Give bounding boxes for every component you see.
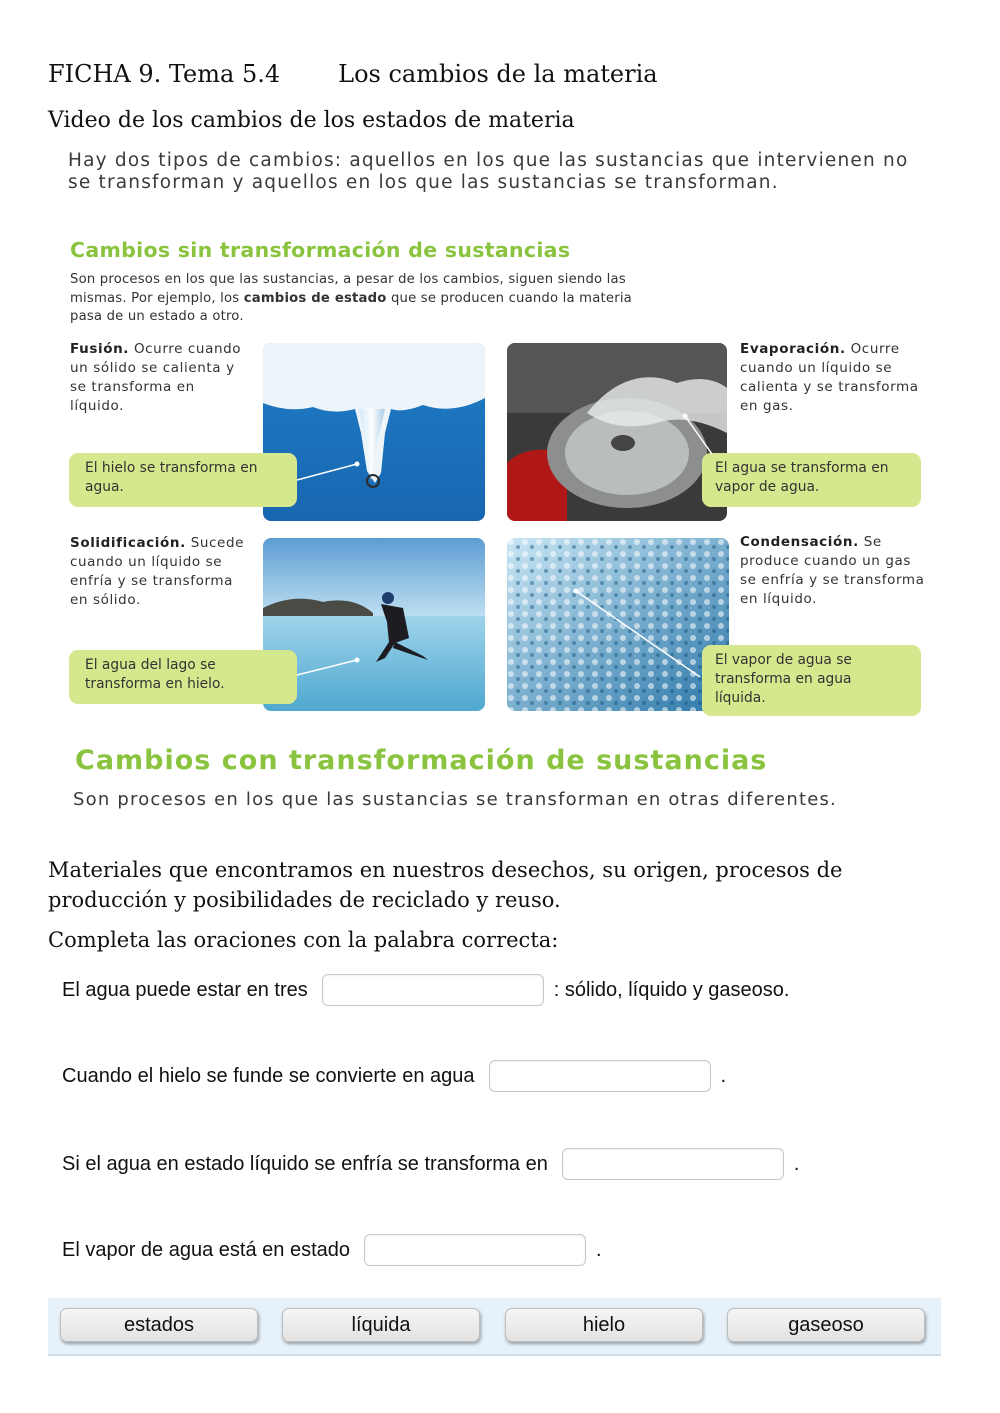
section-desc-sin: Son procesos en los que las sustancias, a pesar de los cambios, siguen siendo las mismas. Por ejemplo, los cambios de estado que se producen cuando la materia pasa de un estado a otro.: [70, 272, 632, 324]
evaporacion-callout: El agua se transforma en vapor de agua.: [702, 453, 921, 507]
solidificacion-desc: Solidificación. Sucede cuando un líquido se enfría y se transforma en sólido.: [70, 535, 245, 608]
page-title: [48, 60, 658, 88]
sentence-3: [62, 1148, 799, 1180]
sentence-2-after: .: [720, 1064, 727, 1087]
sentence-4: [62, 1234, 602, 1266]
blank-2-input[interactable]: [489, 1060, 711, 1092]
sentence-3-before: Si el agua en estado líquido se enfría se transforma en: [62, 1152, 548, 1175]
word-option-liquida[interactable]: líquida: [282, 1308, 480, 1342]
word-option-gaseoso[interactable]: gaseoso: [727, 1308, 925, 1342]
sheet-label: FICHA 9. Tema 5.4: [48, 60, 281, 88]
instruction-text: Completa las oraciones con la palabra correcta:: [48, 928, 559, 952]
word-option-hielo[interactable]: hielo: [505, 1308, 703, 1342]
section-title-con: Cambios con transformación de sustancias: [75, 745, 768, 776]
solidificacion-pointer-line: [295, 655, 365, 680]
sentence-1-before: El agua puede estar en tres: [62, 978, 308, 1001]
intro-text: Hay dos tipos de cambios: aquellos en los que las sustancias que intervienen no se transforman y aquellos en los que las sustancias se transforman.: [68, 150, 909, 193]
sentence-1-after: : sólido, líquido y gaseoso.: [553, 978, 790, 1001]
blank-4-input[interactable]: [364, 1234, 586, 1266]
sentence-1: [62, 974, 789, 1006]
blank-3-input[interactable]: [562, 1148, 784, 1180]
condensacion-pointer-line: [570, 585, 710, 685]
evaporacion-pointer-line: [680, 412, 720, 462]
condensacion-callout: El vapor de agua se transforma en agua líquida.: [702, 645, 921, 716]
section-title-sin: Cambios sin transformación de sustancias: [70, 238, 571, 262]
fusion-pointer-line: [295, 460, 365, 485]
sentence-4-after: .: [596, 1238, 602, 1261]
sentence-4-before: El vapor de agua está en estado: [62, 1238, 350, 1261]
sentence-2: [62, 1060, 726, 1092]
materials-paragraph: Materiales que encontramos en nuestros desechos, su origen, procesos de producción y posibilidades de reciclado y reuso.: [48, 858, 843, 912]
evaporacion-desc: Evaporación. Ocurre cuando un líquido se calienta y se transforma en gas.: [740, 341, 919, 414]
section-desc-con: Son procesos en los que las sustancias se transforman en otras diferentes.: [73, 789, 837, 810]
word-option-estados[interactable]: estados: [60, 1308, 258, 1342]
blank-1-input[interactable]: [322, 974, 544, 1006]
sentence-2-before: Cuando el hielo se funde se convierte en agua: [62, 1064, 475, 1087]
topic-label: Los cambios de la materia: [338, 60, 658, 88]
word-bank: [48, 1298, 941, 1356]
video-label: Video de los cambios de los estados de materia: [48, 108, 575, 133]
sentence-3-after: .: [793, 1152, 800, 1175]
fusion-desc: Fusión. Ocurre cuando un sólido se calienta y se transforma en líquido.: [70, 341, 242, 414]
solidificacion-callout: El agua del lago se transforma en hielo.: [69, 650, 297, 704]
fusion-callout: El hielo se transforma en agua.: [69, 453, 297, 507]
condensacion-desc: Condensación. Se produce cuando un gas se enfría y se transforma en líquido.: [740, 534, 925, 607]
